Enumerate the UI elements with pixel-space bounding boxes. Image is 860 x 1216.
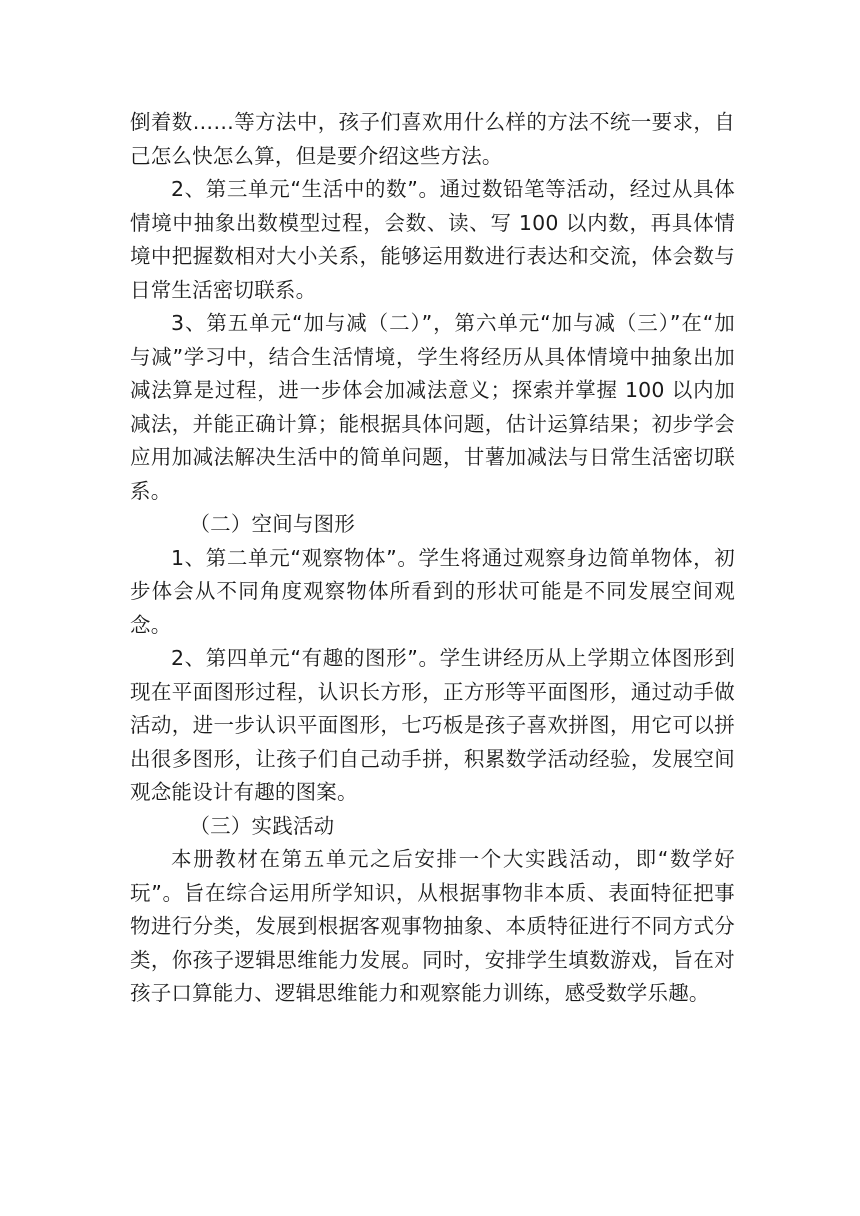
paragraph: 倒着数……等方法中，孩子们喜欢用什么样的方法不统一要求，自己怎么快怎么算，但是要介绍这些方法。 [130,110,735,168]
paragraph: 3、第五单元“加与减（二）”，第六单元“加与减（三）”在“加与减”学习中，结合生活情境，学生将经历从具体情境中抽象出加减法算是过程，进一步体会加减法意义；探索并掌握 100 以内加减法，并能正确计算；能根据具体问题，估计运算结果；初步学会应用加减法解决生活中的简单问题，甘薯加减法与日常生活密切联系。 [130,311,735,503]
paragraph: 本册教材在第五单元之后安排一个大实践活动，即“数学好玩”。旨在综合运用所学知识，从根据事物非本质、表面特征把事物进行分类，发展到根据客观事物抽象、本质特征进行不同方式分类，你孩子逻辑思维能力发展。同时，安排学生填数游戏，旨在对孩子口算能力、逻辑思维能力和观察能力训练，感受数学乐趣。 [130,847,735,1005]
paragraph: 1、第二单元“观察物体”。学生将通过观察身边简单物体，初步体会从不同角度观察物体所看到的形状可能是不同发展空间观念。 [130,545,735,637]
document-body [130,106,735,1011]
section-heading-practice-activities: （三）实践活动 [189,813,335,838]
section-heading-space-and-shapes: （二）空间与图形 [189,512,356,536]
paragraph: 2、第三单元“生活中的数”。通过数铅笔等活动，经过从具体情境中抽象出数模型过程，会数、读、写 100 以内数，再具体情境中把握数相对大小关系，能够运用数进行表达和交流，体会数与日常生活密切联系。 [130,177,735,302]
paragraph: 2、第四单元“有趣的图形”。学生讲经历从上学期立体图形到现在平面图形过程，认识长方形，正方形等平面图形，通过动手做活动，进一步认识平面图形，七巧板是孩子喜欢拼图，用它可以拼出很多图形，让孩子们自己动手拼，积累数学活动经验，发展空间观念能设计有趣的图案。 [130,646,735,804]
